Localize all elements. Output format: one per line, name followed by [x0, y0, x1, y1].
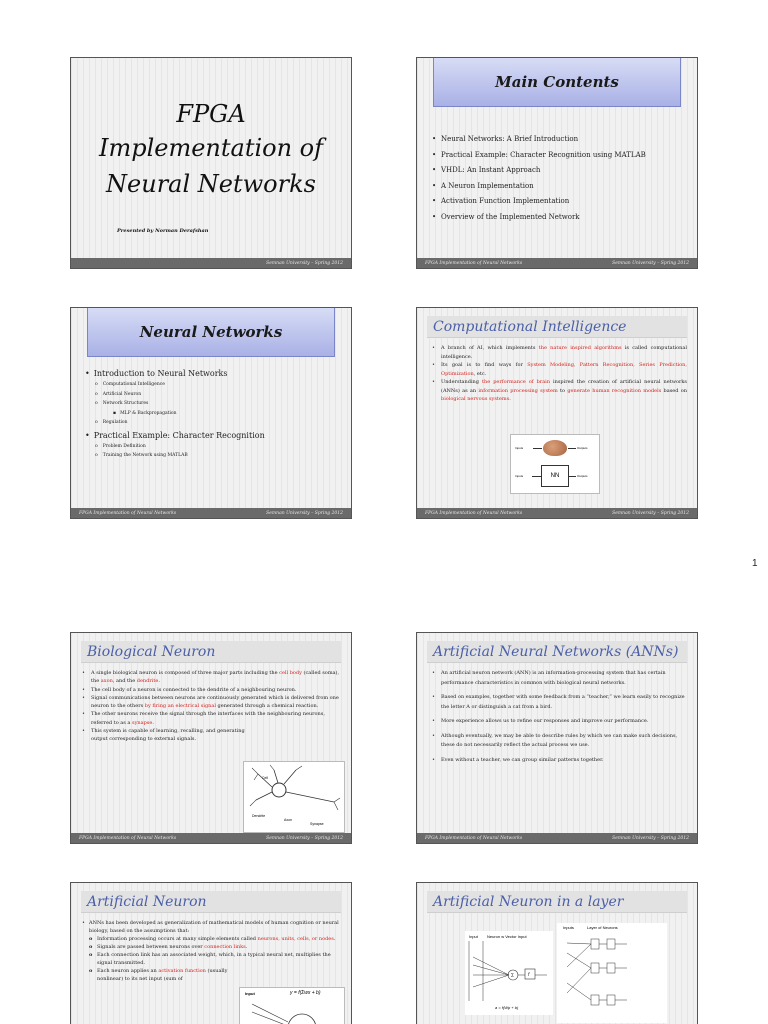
neuron-figure: Cell Dendrite Axon Synapse — [243, 761, 345, 833]
single-neuron-drawing — [465, 931, 553, 1015]
list-item: • Practical Example: Character Recognition using MATLAB — [431, 148, 689, 164]
bullet: • A single biological neuron is composed of three major parts including the cell body (called soma), the axon, and the dendrite. — [81, 669, 341, 686]
outline-item: • Introduction to Neural Networks — [85, 369, 228, 378]
slide-anns — [416, 632, 698, 844]
neuron-model-figure: Input y = f(Σwx + b) — [239, 987, 345, 1024]
slide-title: Main Contents — [495, 73, 619, 91]
slide-artificial-neuron — [70, 882, 352, 1024]
layer-drawing — [557, 923, 667, 1023]
single-neuron-diagram: Input Neuron w Vector Input Σ f a = f(Wp + b) — [465, 931, 553, 1015]
footer-left: FPGA Implementation of Neural Networks — [425, 260, 523, 266]
neuron-model-drawing — [240, 988, 344, 1024]
footer-right: Semnan University – Spring 2012 — [266, 510, 343, 516]
slide-footer — [71, 833, 351, 843]
slide-title — [70, 57, 352, 269]
slide-title: Neural Networks — [139, 323, 283, 341]
bullet: • More experience allows us to refine our responses and improve our performance. — [431, 717, 687, 727]
slide-title: Artificial Neuron in a layer — [433, 893, 624, 910]
bullet-list — [431, 344, 687, 404]
footer-left: FPGA Implementation of Neural Networks — [425, 510, 523, 516]
bullet: • The other neurons receive the signal through the interfaces with the neighbouring neurons, referred to as a synapse. — [81, 710, 341, 727]
outline-sub: o Problem Definition o Training the Network using MATLAB — [95, 443, 188, 458]
layer-diagram: Inputs Layer of Neurons — [557, 923, 667, 1023]
bullet: • A branch of AI, which implements the nature inspired algorithms is called computational intelligence. — [431, 344, 687, 361]
svg-text:Σ: Σ — [511, 973, 515, 979]
slide-computational-intelligence — [416, 307, 698, 519]
brain-nn-figure: Inputs Outputs Inputs NN Outputs — [510, 434, 600, 494]
slide-title-band — [433, 58, 681, 107]
bullet: • An artificial neuron network (ANN) is an information-processing system that has certain performance characteristics in common with biological neural networks. — [431, 669, 687, 688]
outline-sub: o Computational Intelligence o Artificial Neuron o Network Structures ▪ MLP & Backpropagation o Regulation — [95, 382, 177, 425]
bullet: • This system is capable of learning, recalling, and generating output corresponding to external signals. — [81, 727, 251, 744]
footer-left: FPGA Implementation of Neural Networks — [79, 510, 177, 516]
bullet: • Signal communications between neurons are continuously generated which is delivered from one neuron to the others by firing an electrical signal generated through a chemical reaction. — [81, 694, 341, 711]
slide-title-band — [81, 891, 341, 913]
slide-title: Artificial Neuron — [87, 893, 207, 910]
list-item: • Overview of the Implemented Network — [431, 210, 689, 226]
footer-left: FPGA Implementation of Neural Networks — [79, 835, 177, 841]
slide-title-band — [87, 308, 335, 357]
bullet: • Understanding the performance of brain inspired the creation of artificial neural networks (ANNs) as an information processing system to generate human recognition models based on biological nervous systems. — [431, 378, 687, 404]
neuron-drawing — [244, 762, 344, 832]
slide-footer — [71, 508, 351, 518]
title-line-1: FPGA — [176, 100, 246, 128]
brain-icon — [543, 440, 567, 456]
slide-neuron-in-layer — [416, 882, 698, 1024]
footer-right: Semnan University – Spring 2012 — [612, 260, 689, 266]
footer-right: Semnan University – Spring 2012 — [266, 835, 343, 841]
bullet: • The cell body of a neuron is connected to the dendrite of a neighbouring neuron. — [81, 686, 341, 694]
page-number: 1 — [752, 558, 758, 569]
slide-main-contents — [416, 57, 698, 269]
bullet: • ANNs has been developed as generalization of mathematical models of human cognition or neural biology, based on the assumptions that: — [82, 920, 339, 934]
slide-title-band — [81, 641, 341, 663]
outline-item: • Practical Example: Character Recognition — [85, 430, 265, 440]
contents-list — [431, 132, 689, 225]
slide-footer — [71, 258, 351, 268]
slide-title-band — [427, 316, 687, 338]
slide-body — [81, 919, 341, 983]
slide-footer — [417, 258, 697, 268]
outline — [85, 368, 343, 461]
bullet: • Based on examples, together with some feedback from a “teacher,” we learn easily to recognize the letter A or distinguish a cat from a bird. — [431, 693, 687, 712]
slide-biological-neuron — [70, 632, 352, 844]
nn-box: NN — [541, 465, 569, 487]
footer-right: Semnan University – Spring 2012 — [612, 835, 689, 841]
slide-footer — [417, 508, 697, 518]
sub-bullets: o Information processing occurs at many simple elements called neurons, units, cells, or nodes. o Signals are passed between neurons over connection links. o Each connection link has an associated weight, which, in a typical neural net, multiplies the signal transmitted. o Each neuron applies an activation function (usually nonlinear) to its net input (sum of — [89, 936, 336, 982]
slide-title-band — [427, 641, 687, 663]
list-item: • A Neuron Implementation — [431, 179, 689, 195]
bullet-list — [431, 669, 687, 765]
footer-right: Semnan University – Spring 2012 — [612, 510, 689, 516]
list-item: • Neural Networks: A Brief Introduction — [431, 132, 689, 148]
bullet: • Its goal is to find ways for System Modeling, Pattern Recognition, Series Prediction, Optimization, etc. — [431, 361, 687, 378]
list-item: • Activation Function Implementation — [431, 194, 689, 210]
slide-title: Biological Neuron — [87, 643, 216, 660]
footer-right: Semnan University – Spring 2012 — [266, 260, 343, 266]
bullet: • Although eventually, we may be able to describe rules by which we can make such decisions, these do not necessarily reflect the actual process we use. — [431, 732, 687, 751]
slide-title-band — [427, 891, 687, 913]
svg-text:f: f — [528, 972, 530, 978]
footer-left: FPGA Implementation of Neural Networks — [425, 835, 523, 841]
bullet: • Even without a teacher, we can group similar patterns together. — [431, 756, 687, 766]
slide-title: Computational Intelligence — [433, 318, 627, 335]
slide-title: Artificial Neural Networks (ANNs) — [433, 643, 679, 660]
bullet-list — [81, 669, 341, 744]
title-line-2: Implementation of — [98, 134, 324, 162]
list-item: • VHDL: An Instant Approach — [431, 163, 689, 179]
presenter: Presented by Norman Derafshan — [117, 228, 209, 234]
slide-footer — [417, 833, 697, 843]
title-line-3: Neural Networks — [106, 170, 316, 198]
slide-neural-networks — [70, 307, 352, 519]
